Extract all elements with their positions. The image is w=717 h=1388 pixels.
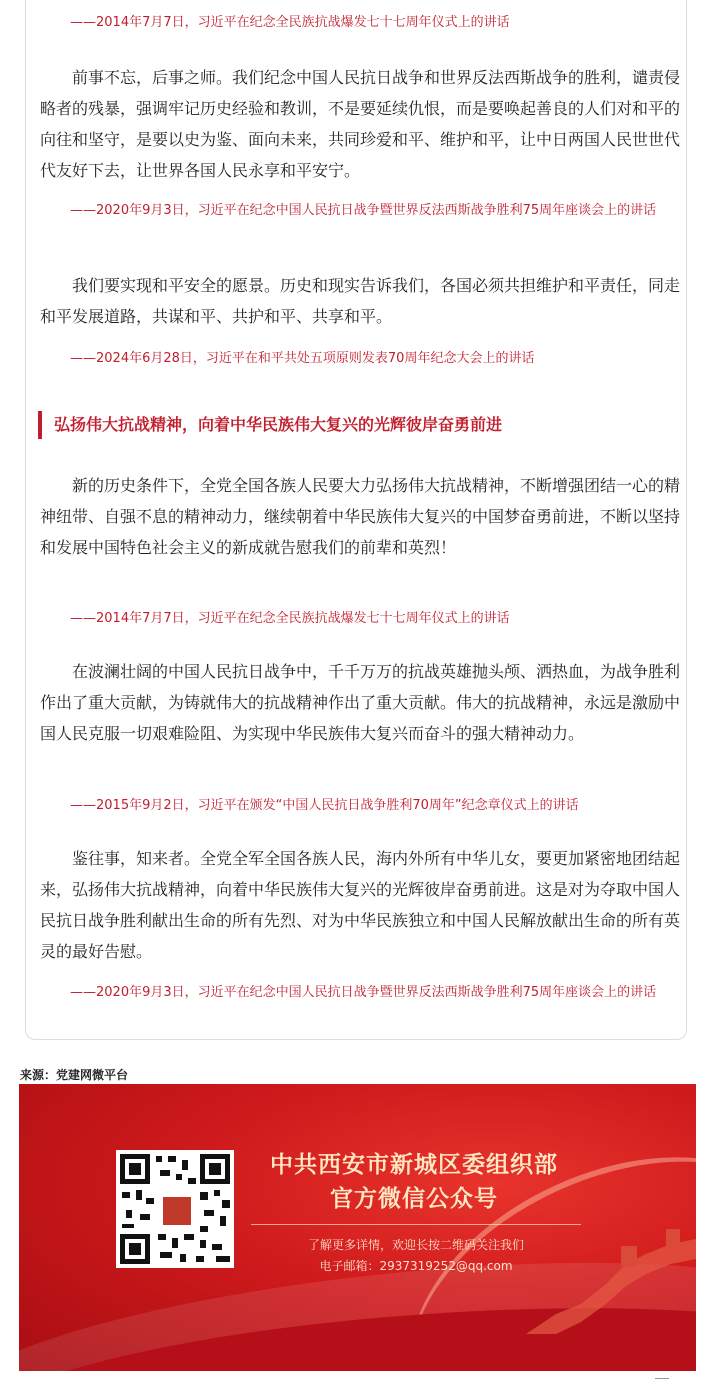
section-heading: 弘扬伟大抗战精神，向着中华民族伟大复兴的光辉彼岸奋勇前进 xyxy=(38,411,678,439)
quote-citation: ——2020年9月3日，习近平在纪念中国人民抗日战争暨世界反法西斯战争胜利75周年座谈会上的讲话 xyxy=(70,985,657,1000)
quote-citation: ——2014年7月7日，习近平在纪念全民族抗战爆发七十七周年仪式上的讲话 xyxy=(70,15,510,30)
qr-code[interactable] xyxy=(116,1150,234,1268)
qr-logo-icon xyxy=(161,1195,193,1227)
banner-instruction: 了解更多详情，欢迎长按二维码关注我们 xyxy=(307,1238,524,1252)
article-paragraph: 鉴往事，知来者。全党全军全国各族人民，海内外所有中华儿女，要更加紧密地团结起来，弘扬伟大抗战精神，向着中华民族伟大复兴的光辉彼岸奋勇前进。这是对为夺取中国人民抗日战争胜利献出生命的所有先烈、对为中华民族独立和中国人民解放献出生命的所有英灵的最好告慰。 xyxy=(40,849,681,961)
wechat-promo-banner xyxy=(19,1084,696,1371)
banner-divider xyxy=(251,1224,581,1225)
quote-citation: ——2020年9月3日，习近平在纪念中国人民抗日战争暨世界反法西斯战争胜利75周年座谈会上的讲话 xyxy=(70,203,657,218)
footer-divider xyxy=(655,1378,669,1379)
article-paragraph: 新的历史条件下，全党全国各族人民要大力弘扬伟大抗战精神，不断增强团结一心的精神纽带、自强不息的精神动力，继续朝着中华民族伟大复兴的中国梦奋勇前进，不断以坚持和发展中国特色社会主义的新成就告慰我们的前辈和英烈！ xyxy=(40,476,681,557)
article-paragraph: 在波澜壮阔的中国人民抗日战争中，千千万万的抗战英雄抛头颅、洒热血，为战争胜利作出了重大贡献，为铸就伟大的抗战精神作出了重大贡献。伟大的抗战精神，永远是激励中国人民克服一切艰难险阻、为实现中华民族伟大复兴而奋斗的强大精神动力。 xyxy=(40,662,681,743)
banner-email: 电子邮箱：2937319252@qq.com xyxy=(319,1259,513,1273)
article-paragraph: 前事不忘，后事之师。我们纪念中国人民抗日战争和世界反法西斯战争的胜利，谴责侵略者的残暴，强调牢记历史经验和教训，不是要延续仇恨，而是要唤起善良的人们对和平的向往和坚守，是要以史为鉴、面向未来，共同珍爱和平、维护和平，让中日两国人民世世代代友好下去，让世界各国人民永享和平安宁。 xyxy=(40,68,681,180)
banner-title: 中共西安市新城区委组织部 xyxy=(270,1152,558,1178)
source-label: 来源：党建网微平台 xyxy=(20,1068,129,1082)
quote-citation: ——2015年9月2日，习近平在颁发“中国人民抗日战争胜利70周年”纪念章仪式上的讲话 xyxy=(70,798,579,813)
quote-citation: ——2014年7月7日，习近平在纪念全民族抗战爆发七十七周年仪式上的讲话 xyxy=(70,611,510,626)
banner-subtitle-title: 官方微信公众号 xyxy=(330,1186,498,1212)
article-paragraph: 我们要实现和平安全的愿景。历史和现实告诉我们，各国必须共担维护和平责任，同走和平发展道路，共谋和平、共护和平、共享和平。 xyxy=(40,276,681,326)
quote-citation: ——2024年6月28日，习近平在和平共处五项原则发表70周年纪念大会上的讲话 xyxy=(70,351,535,366)
